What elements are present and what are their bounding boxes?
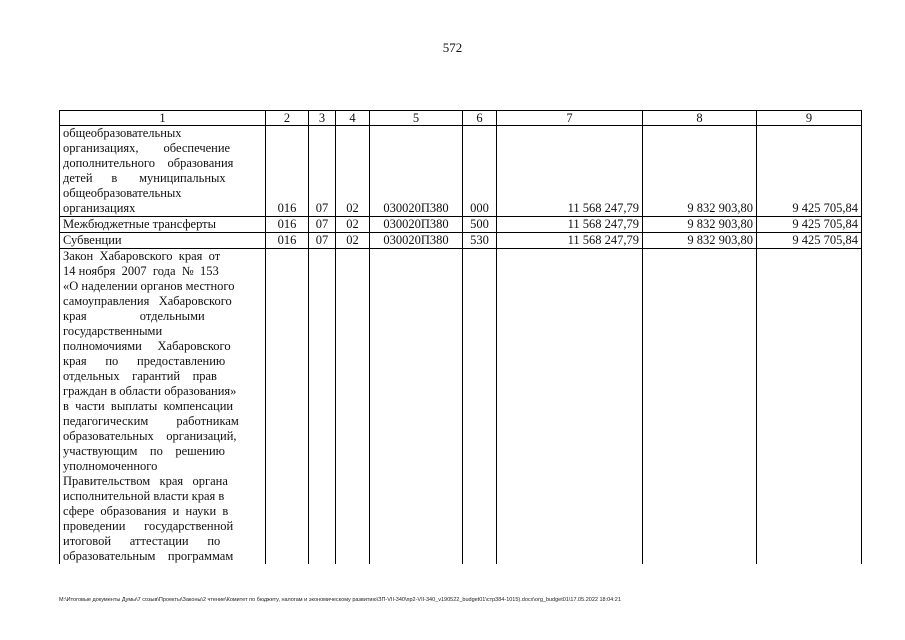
target-article-cell	[370, 249, 463, 565]
amount-cell-9: 9 425 705,84	[757, 217, 862, 233]
header-cell: 7	[497, 111, 643, 126]
expense-type-cell: 500	[463, 217, 497, 233]
amount-cell-8: 9 832 903,80	[643, 217, 757, 233]
table-row	[60, 233, 862, 249]
name-line: образовательным программам	[63, 549, 234, 563]
name-line: организациях, обеспечение	[63, 141, 231, 155]
name-line: детей в муниципальных	[63, 171, 226, 185]
expense-type-cell: 000	[463, 126, 497, 217]
target-article-cell: 030020П380	[370, 217, 463, 233]
header-cell: 5	[370, 111, 463, 126]
row-name-cell	[60, 126, 266, 217]
row-name-cell	[60, 217, 266, 233]
section-cell	[309, 249, 336, 565]
document-path-footer: М:\Итоговые документы Думы\7 созыв\Проекты\Законы\2 чтение\Комитет по бюджету, налогам и экономическому развитию\ЗП-VII-340\пр2-VII-340_v190522_budget01\стр384-1015).docx\org_budget01\17.05.2022 18:04:21	[59, 597, 621, 603]
name-line: общеобразовательных	[63, 126, 182, 140]
section-cell: 07	[309, 233, 336, 249]
name-line: итоговой аттестации по	[63, 534, 221, 548]
header-cell: 8	[643, 111, 757, 126]
name-line: 14 ноября 2007 года № 153	[63, 264, 219, 278]
name-line: в части выплаты компенсации	[63, 399, 234, 413]
table-row	[60, 126, 862, 217]
header-cell: 9	[757, 111, 862, 126]
amount-cell-9: 9 425 705,84	[757, 233, 862, 249]
amount-cell-9: 9 425 705,84	[757, 126, 862, 217]
subsection-cell: 02	[336, 217, 370, 233]
name-line: Субвенции	[63, 233, 122, 247]
name-line: проведении государственной	[63, 519, 234, 533]
name-line: исполнительной власти края в	[63, 489, 225, 503]
name-line: образовательных организаций,	[63, 429, 237, 443]
expense-type-cell: 530	[463, 233, 497, 249]
header-cell: 4	[336, 111, 370, 126]
name-line: Правительством края органа	[63, 474, 228, 488]
name-line: края отдельными	[63, 309, 205, 323]
amount-cell-7	[497, 249, 643, 565]
amount-cell-8: 9 832 903,80	[643, 233, 757, 249]
table-row	[60, 217, 862, 233]
name-line: Межбюджетные трансферты	[63, 217, 217, 231]
name-line: края по предоставлению	[63, 354, 226, 368]
ministry-code-cell: 016	[266, 126, 309, 217]
amount-cell-8: 9 832 903,80	[643, 126, 757, 217]
table-row	[60, 249, 862, 565]
subsection-cell: 02	[336, 126, 370, 217]
amount-cell-7: 11 568 247,79	[497, 233, 643, 249]
name-line: общеобразовательных	[63, 186, 182, 200]
name-line: самоуправления Хабаровского	[63, 294, 232, 308]
target-article-cell: 030020П380	[370, 126, 463, 217]
ministry-code-cell	[266, 249, 309, 565]
header-cell: 2	[266, 111, 309, 126]
name-line: участвующим по решению	[63, 444, 226, 458]
name-line: уполномоченного	[63, 459, 158, 473]
expense-type-cell	[463, 249, 497, 565]
name-line: Закон Хабаровского края от	[63, 249, 221, 263]
amount-cell-9	[757, 249, 862, 565]
ministry-code-cell: 016	[266, 217, 309, 233]
row-name-cell	[60, 249, 266, 565]
name-line: сфере образования и науки в	[63, 504, 229, 518]
amount-cell-7: 11 568 247,79	[497, 126, 643, 217]
name-line: государственными	[63, 324, 163, 338]
ministry-code-cell: 016	[266, 233, 309, 249]
name-line: отдельных гарантий прав	[63, 369, 217, 383]
amount-cell-8	[643, 249, 757, 565]
name-line: «О наделении органов местного	[63, 279, 235, 293]
section-cell: 07	[309, 217, 336, 233]
subsection-cell: 02	[336, 233, 370, 249]
name-line: организациях	[63, 201, 136, 215]
header-row	[60, 111, 862, 126]
amount-cell-7: 11 568 247,79	[497, 217, 643, 233]
header-cell: 3	[309, 111, 336, 126]
budget-table	[59, 110, 862, 564]
target-article-cell: 030020П380	[370, 233, 463, 249]
name-line: граждан в области образования»	[63, 384, 237, 398]
subsection-cell	[336, 249, 370, 565]
name-line: педагогическим работникам	[63, 414, 239, 428]
name-line: дополнительного образования	[63, 156, 234, 170]
page-number: 572	[442, 40, 463, 55]
header-cell: 6	[463, 111, 497, 126]
name-line: полномочиями Хабаровского	[63, 339, 231, 353]
header-cell: 1	[60, 111, 266, 126]
row-name-cell	[60, 233, 266, 249]
section-cell: 07	[309, 126, 336, 217]
